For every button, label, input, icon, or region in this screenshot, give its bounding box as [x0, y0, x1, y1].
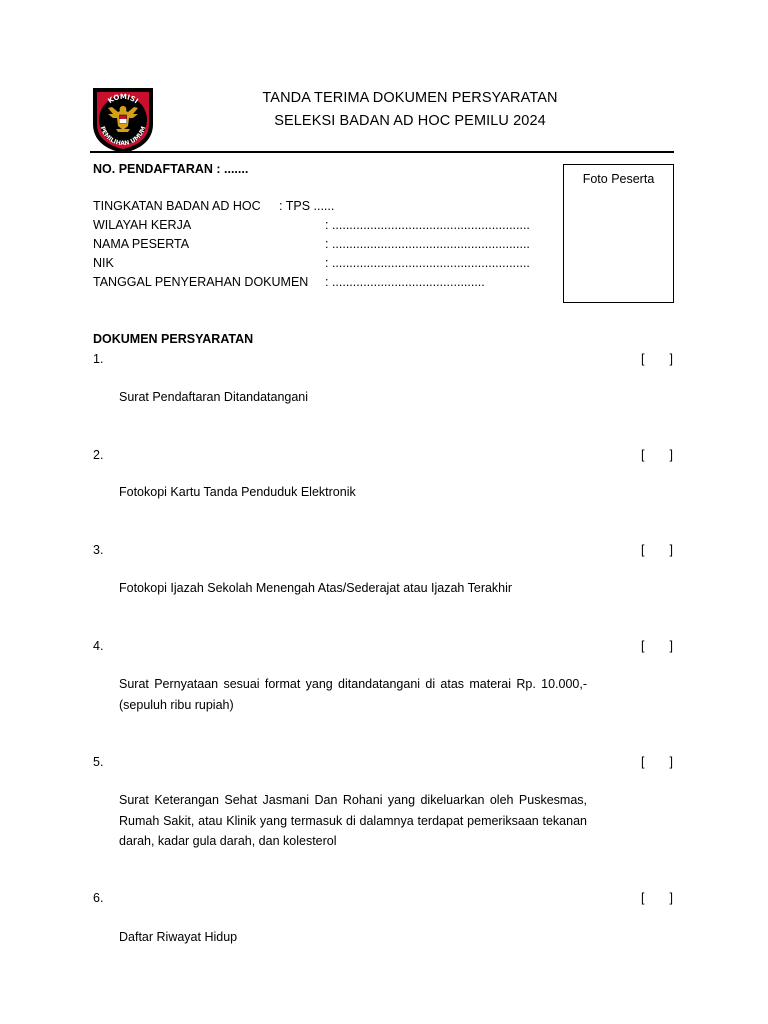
document-number: 4. — [93, 639, 104, 653]
field-label: WILAYAH KERJA — [93, 218, 192, 232]
document-checkbox[interactable] — [641, 891, 673, 905]
field-value: : ............................................ — [325, 275, 485, 289]
logo-text-top: KOMISI — [106, 92, 140, 106]
document-number: 3. — [93, 543, 104, 557]
field-label: NIK — [93, 256, 114, 270]
document-title-line2: SELEKSI BADAN AD HOC PEMILU 2024 — [274, 113, 546, 129]
checkbox-open: [ — [641, 352, 645, 366]
field-nik — [93, 256, 530, 270]
field-tanggal-penyerahan — [93, 275, 485, 289]
field-value: : ......................................................... — [325, 256, 530, 270]
kpu-logo — [90, 84, 156, 154]
field-value: : TPS ...... — [279, 199, 335, 213]
document-number: 1. — [93, 352, 104, 366]
checkbox-close: ] — [669, 639, 673, 653]
field-value: : ......................................................... — [325, 237, 530, 251]
document-checkbox[interactable] — [641, 755, 673, 769]
photo-box-label: Foto Peserta — [582, 172, 655, 186]
field-value: : ......................................................... — [325, 218, 530, 232]
checkbox-open: [ — [641, 755, 645, 769]
document-number: 2. — [93, 448, 104, 462]
checkbox-close: ] — [669, 891, 673, 905]
document-description: Surat Keterangan Sehat Jasmani Dan Rohani yang dikeluarkan oleh Puskesmas, Rumah Sakit, atau Klinik yang termasuk di dalamnya terdapat pemeriksaan tekanan darah, kadar gula darah, dan kolesterol — [119, 793, 587, 848]
checkbox-close: ] — [669, 543, 673, 557]
checkbox-close: ] — [669, 448, 673, 462]
checkbox-open: [ — [641, 543, 645, 557]
document-title-line1: TANDA TERIMA DOKUMEN PERSYARATAN — [262, 90, 558, 106]
checkbox-open: [ — [641, 448, 645, 462]
document-number: 6. — [93, 891, 104, 905]
checkbox-close: ] — [669, 352, 673, 366]
section-title: DOKUMEN PERSYARATAN — [93, 332, 254, 346]
field-label: TANGGAL PENYERAHAN DOKUMEN — [93, 275, 309, 289]
document-checkbox[interactable] — [641, 543, 673, 557]
document-description: Surat Pendaftaran Ditandatangani — [119, 390, 309, 404]
field-nama-peserta — [93, 237, 530, 251]
field-tingkatan — [93, 199, 335, 213]
checkbox-open: [ — [641, 639, 645, 653]
document-description: Fotokopi Kartu Tanda Penduduk Elektronik — [119, 485, 356, 499]
document-checkbox[interactable] — [641, 448, 673, 462]
document-checkbox[interactable] — [641, 639, 673, 653]
document-checkbox[interactable] — [641, 352, 673, 366]
checkbox-open: [ — [641, 891, 645, 905]
header-divider — [90, 151, 674, 153]
checkbox-close: ] — [669, 755, 673, 769]
logo-text-bottom: PEMILIHAN UMUM — [98, 125, 148, 148]
document-description: Surat Pernyataan sesuai format yang ditandatangani di atas materai Rp. 10.000,- (sepuluh ribu rupiah) — [119, 677, 587, 712]
document-number: 5. — [93, 755, 104, 769]
document-description: Daftar Riwayat Hidup — [119, 930, 238, 944]
field-label: NAMA PESERTA — [93, 237, 190, 251]
field-wilayah-kerja — [93, 218, 530, 232]
document-description: Fotokopi Ijazah Sekolah Menengah Atas/Sederajat atau Ijazah Terakhir — [119, 581, 513, 595]
field-label: TINGKATAN BADAN AD HOC — [93, 199, 261, 213]
photo-box — [563, 164, 674, 303]
registration-number: NO. PENDAFTARAN : ....... — [93, 162, 249, 176]
